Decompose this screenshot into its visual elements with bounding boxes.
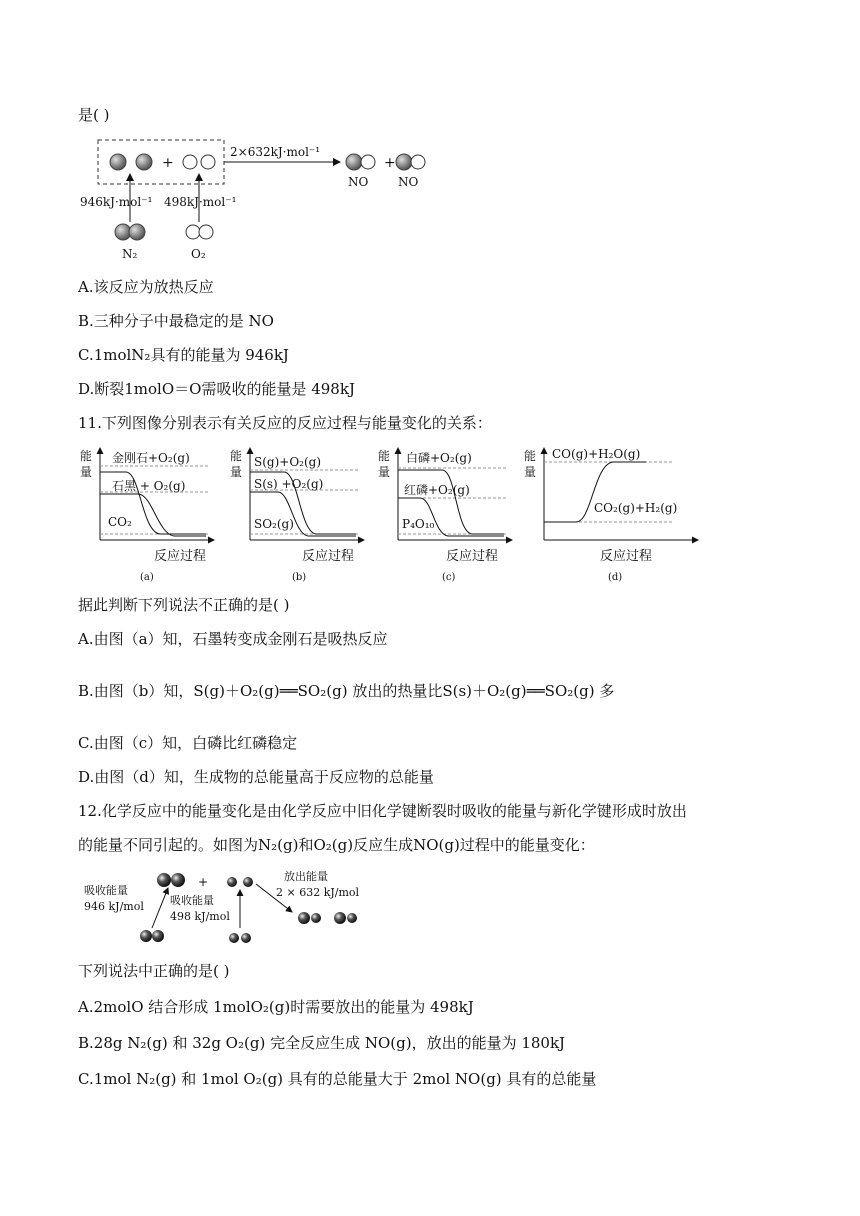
n2-molecule (152, 930, 164, 942)
svg-text:反应过程: 反应过程 (154, 549, 207, 564)
graph-c-caption: (c) (442, 572, 456, 583)
o-atom (243, 877, 253, 887)
q11-ask: 据此判断下列说法不正确的是( ) (78, 596, 290, 614)
no-molecule-n (396, 154, 412, 170)
o-atom (201, 155, 215, 169)
svg-text:能: 能 (378, 449, 391, 463)
n2-molecule (129, 224, 145, 240)
plus-sign: + (162, 155, 174, 171)
graph-b (230, 448, 364, 583)
no-molecule (334, 912, 346, 924)
svg-text:反应过程: 反应过程 (600, 549, 653, 564)
q11-option-c: C.由图（c）知，白磷比红磷稳定 (78, 734, 298, 752)
q12-option-b: B.28g N₂(g) 和 32g O₂(g) 完全反应生成 NO(g)，放出的能量为 180kJ (78, 1034, 566, 1052)
q12-ask: 下列说法中正确的是( ) (78, 962, 230, 980)
release-label: 放出能量 (284, 870, 328, 883)
q10-option-b: B.三种分子中最稳定的是 NO (78, 312, 274, 330)
n-atom (136, 154, 152, 170)
graph-b-caption: (b) (292, 572, 307, 583)
plus-sign: + (198, 875, 209, 889)
graph-a-l1: 金刚石+O₂(g) (112, 451, 190, 465)
n-atom (171, 873, 185, 887)
graph-b-l2: S(s) +O₂(g) (254, 477, 324, 491)
q10-option-c: C.1molN₂具有的能量为 946kJ (78, 346, 289, 364)
absorb2-label: 吸收能量 (170, 894, 214, 907)
q11-option-a: A.由图（a）知，石墨转变成金刚石是吸热反应 (78, 630, 388, 648)
svg-text:量: 量 (378, 465, 391, 479)
q12-stem-line2: 的能量不同引起的。如图为N₂(g)和O₂(g)反应生成NO(g)过程中的能量变化： (78, 836, 595, 854)
o-atom (183, 155, 197, 169)
bond-energy-diagram (78, 134, 438, 264)
energy-top-label: 2×632kJ·mol⁻¹ (230, 145, 321, 159)
q11-option-b: B.由图（b）知，S(g)＋O₂(g)══SO₂(g) 放出的热量比S(s)＋O₂(g)══SO₂(g) 多 (78, 682, 615, 700)
o2-molecule (199, 225, 213, 239)
no-label: NO (348, 175, 369, 189)
svg-text:量: 量 (80, 465, 93, 479)
q10-option-a: A.该反应为放热反应 (78, 278, 214, 296)
svg-text:能: 能 (230, 449, 243, 463)
o2-molecule (229, 933, 239, 943)
svg-text:能: 能 (80, 449, 93, 463)
q10-tail: 是( ) (78, 106, 110, 124)
o2-molecule (186, 225, 200, 239)
energy-graphs (78, 444, 778, 586)
graph-d (524, 447, 698, 583)
n-atom (110, 154, 126, 170)
o-atom (227, 877, 237, 887)
no-molecule-o (411, 155, 425, 169)
no-label: NO (398, 175, 419, 189)
graph-a-l3: CO₂ (108, 515, 132, 529)
graph-d-l2: CO₂(g)+H₂(g) (594, 501, 678, 515)
absorb2-value: 498 kJ/mol (170, 910, 230, 923)
absorb1-value: 946 kJ/mol (84, 900, 144, 913)
graph-c-l3: P₄O₁₀ (402, 517, 435, 531)
n2-energy: 946kJ·mol⁻¹ (80, 195, 153, 209)
o2-energy: 498kJ·mol⁻¹ (164, 195, 237, 209)
no-molecule (298, 912, 310, 924)
q12-option-c: C.1mol N₂(g) 和 1mol O₂(g) 具有的总能量大于 2mol NO(g) 具有的总能量 (78, 1070, 597, 1088)
no-molecule-n (346, 154, 362, 170)
svg-text:量: 量 (524, 465, 537, 479)
o2-molecule (241, 933, 251, 943)
graph-a-caption: (a) (140, 572, 154, 583)
no-molecule (347, 913, 357, 923)
graph-b-l1: S(g)+O₂(g) (254, 455, 322, 469)
graph-a-l2: 石黑 + O₂(g) (112, 479, 186, 493)
q11-stem: 11.下列图像分别表示有关反应的反应过程与能量变化的关系： (78, 414, 492, 432)
absorb1-label: 吸收能量 (84, 884, 128, 897)
n-atom (157, 873, 171, 887)
svg-text:量: 量 (230, 465, 243, 479)
q12-option-a: A.2molO 结合形成 1molO₂(g)时需要放出的能量为 498kJ (78, 998, 474, 1016)
plus-sign: + (384, 155, 396, 171)
o2-label: O₂ (191, 247, 206, 261)
graph-d-caption: (d) (608, 572, 623, 583)
q10-option-d: D.断裂1molO＝O需吸收的能量是 498kJ (78, 380, 355, 398)
release-value: 2 × 632 kJ/mol (276, 886, 360, 899)
svg-text:反应过程: 反应过程 (302, 549, 355, 564)
no-molecule (311, 913, 321, 923)
graph-c-l2: 红磷+O₂(g) (404, 483, 470, 497)
graph-d-l1: CO(g)+H₂O(g) (552, 447, 641, 461)
graph-a (80, 448, 214, 583)
svg-text:能: 能 (524, 449, 537, 463)
n2-molecule (140, 930, 152, 942)
no-molecule-o (361, 155, 375, 169)
no-formation-diagram (78, 866, 378, 950)
graph-c (378, 448, 512, 583)
svg-text:反应过程: 反应过程 (446, 549, 499, 564)
q11-option-d: D.由图（d）知，生成物的总能量高于反应物的总能量 (78, 768, 434, 786)
graph-b-l3: SO₂(g) (254, 517, 294, 531)
graph-c-l1: 白磷+O₂(g) (406, 451, 472, 465)
n2-label: N₂ (122, 247, 138, 261)
q12-stem-line1: 12.化学反应中的能量变化是由化学反应中旧化学键断裂时吸收的能量与新化学键形成时放出 (78, 802, 687, 820)
